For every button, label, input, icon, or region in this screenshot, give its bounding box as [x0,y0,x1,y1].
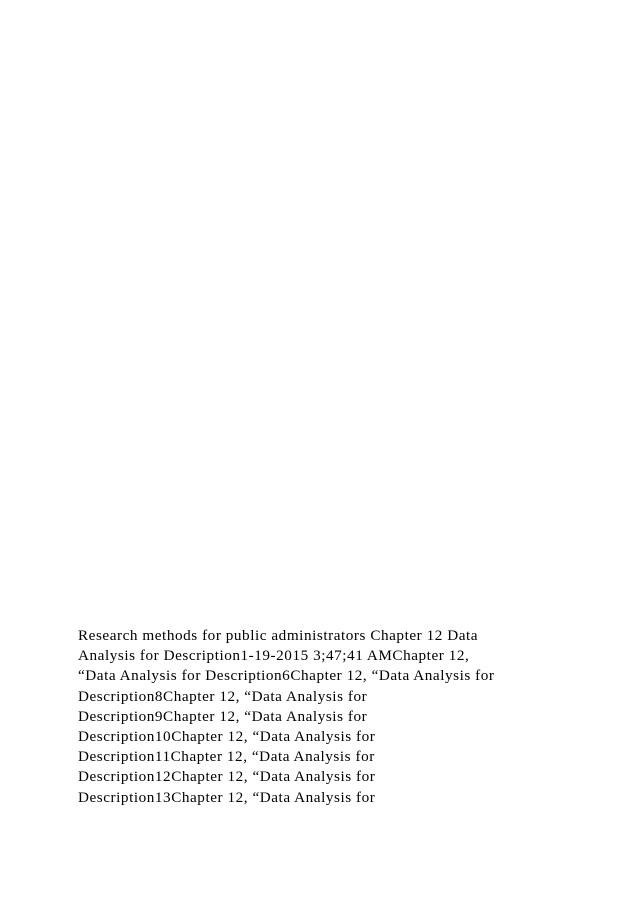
text-line: Research methods for public administrators Chapter 12 Data [78,627,479,644]
text-line: “Data Analysis for Description6Chapter 12, “Data Analysis for [78,667,495,685]
text-line: Analysis for Description1-19-2015 3;47;41 AMChapter 12, [78,647,470,665]
body-text [78,626,598,808]
text-line: Description13Chapter 12, “Data Analysis for [78,788,376,806]
text-line: Description12Chapter 12, “Data Analysis for [78,768,376,786]
text-line: Description8Chapter 12, “Data Analysis for [78,687,368,705]
text-line: Description9Chapter 12, “Data Analysis for [78,707,368,725]
text-line: Description10Chapter 12, “Data Analysis for [78,727,376,745]
text-line: Description11Chapter 12, “Data Analysis for [78,748,375,766]
